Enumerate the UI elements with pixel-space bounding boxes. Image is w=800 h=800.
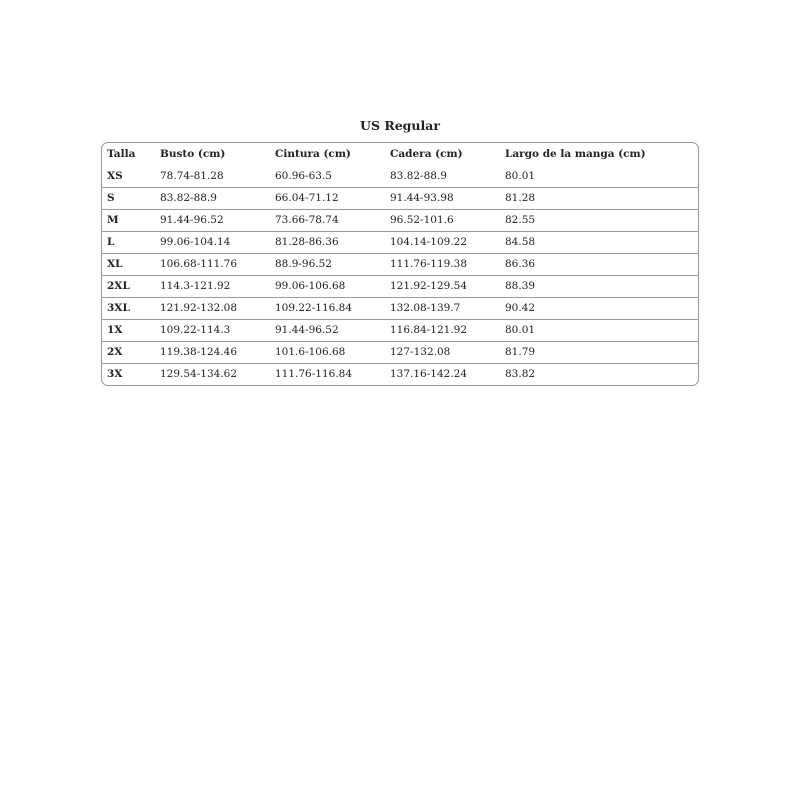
bust-cell: 109.22-114.3 <box>155 319 270 341</box>
sleeve-cell: 80.01 <box>500 319 698 341</box>
table-row <box>102 187 698 209</box>
size-cell: 2XL <box>102 275 155 297</box>
size-cell: XS <box>107 169 123 182</box>
table-row <box>102 231 698 253</box>
bust-cell: 83.82-88.9 <box>155 187 270 209</box>
waist-cell: 99.06-106.68 <box>270 275 385 297</box>
bust-cell: 99.06-104.14 <box>155 231 270 253</box>
table-row <box>102 341 698 363</box>
size-cell: 2X <box>102 341 155 363</box>
hip-cell: 91.44-93.98 <box>385 187 500 209</box>
size-chart <box>101 118 699 386</box>
bust-cell: 78.74-81.28 <box>160 169 224 182</box>
table-header-row <box>102 143 698 165</box>
sleeve-cell: 90.42 <box>500 297 698 319</box>
size-cell: 3XL <box>102 297 155 319</box>
header-sleeve-length: Largo de la manga (cm) <box>505 148 646 160</box>
size-table <box>102 143 698 385</box>
sleeve-cell: 84.58 <box>500 231 698 253</box>
chart-title: US Regular <box>360 118 440 133</box>
sleeve-cell: 80.01 <box>505 169 536 182</box>
size-cell: XL <box>102 253 155 275</box>
sleeve-cell: 88.39 <box>500 275 698 297</box>
hip-cell: 116.84-121.92 <box>385 319 500 341</box>
waist-cell: 101.6-106.68 <box>270 341 385 363</box>
table-row <box>102 275 698 297</box>
size-table-frame <box>101 142 699 386</box>
table-row <box>102 297 698 319</box>
sleeve-cell: 86.36 <box>500 253 698 275</box>
table-row <box>102 363 698 385</box>
waist-cell: 91.44-96.52 <box>270 319 385 341</box>
hip-cell: 83.82-88.9 <box>390 169 447 182</box>
bust-cell: 129.54-134.62 <box>155 363 270 385</box>
waist-cell: 66.04-71.12 <box>270 187 385 209</box>
waist-cell: 60.96-63.5 <box>275 169 332 182</box>
waist-cell: 88.9-96.52 <box>270 253 385 275</box>
table-row <box>102 319 698 341</box>
table-row <box>102 209 698 231</box>
waist-cell: 81.28-86.36 <box>270 231 385 253</box>
hip-cell: 121.92-129.54 <box>385 275 500 297</box>
size-cell: 1X <box>102 319 155 341</box>
sleeve-cell: 82.55 <box>500 209 698 231</box>
table-row <box>102 253 698 275</box>
bust-cell: 114.3-121.92 <box>155 275 270 297</box>
waist-cell: 73.66-78.74 <box>270 209 385 231</box>
hip-cell: 104.14-109.22 <box>385 231 500 253</box>
bust-cell: 119.38-124.46 <box>155 341 270 363</box>
header-bust: Busto (cm) <box>160 148 226 160</box>
hip-cell: 96.52-101.6 <box>385 209 500 231</box>
sleeve-cell: 81.28 <box>500 187 698 209</box>
bust-cell: 106.68-111.76 <box>155 253 270 275</box>
size-cell: 3X <box>102 363 155 385</box>
header-size: Talla <box>107 148 136 160</box>
bust-cell: 91.44-96.52 <box>155 209 270 231</box>
waist-cell: 109.22-116.84 <box>270 297 385 319</box>
size-cell: S <box>102 187 155 209</box>
hip-cell: 137.16-142.24 <box>385 363 500 385</box>
table-row <box>102 165 698 187</box>
header-hip: Cadera (cm) <box>390 148 463 160</box>
hip-cell: 111.76-119.38 <box>385 253 500 275</box>
size-cell: L <box>102 231 155 253</box>
hip-cell: 132.08-139.7 <box>385 297 500 319</box>
sleeve-cell: 81.79 <box>500 341 698 363</box>
size-cell: M <box>102 209 155 231</box>
bust-cell: 121.92-132.08 <box>155 297 270 319</box>
sleeve-cell: 83.82 <box>500 363 698 385</box>
hip-cell: 127-132.08 <box>385 341 500 363</box>
header-waist: Cintura (cm) <box>275 148 351 160</box>
waist-cell: 111.76-116.84 <box>270 363 385 385</box>
